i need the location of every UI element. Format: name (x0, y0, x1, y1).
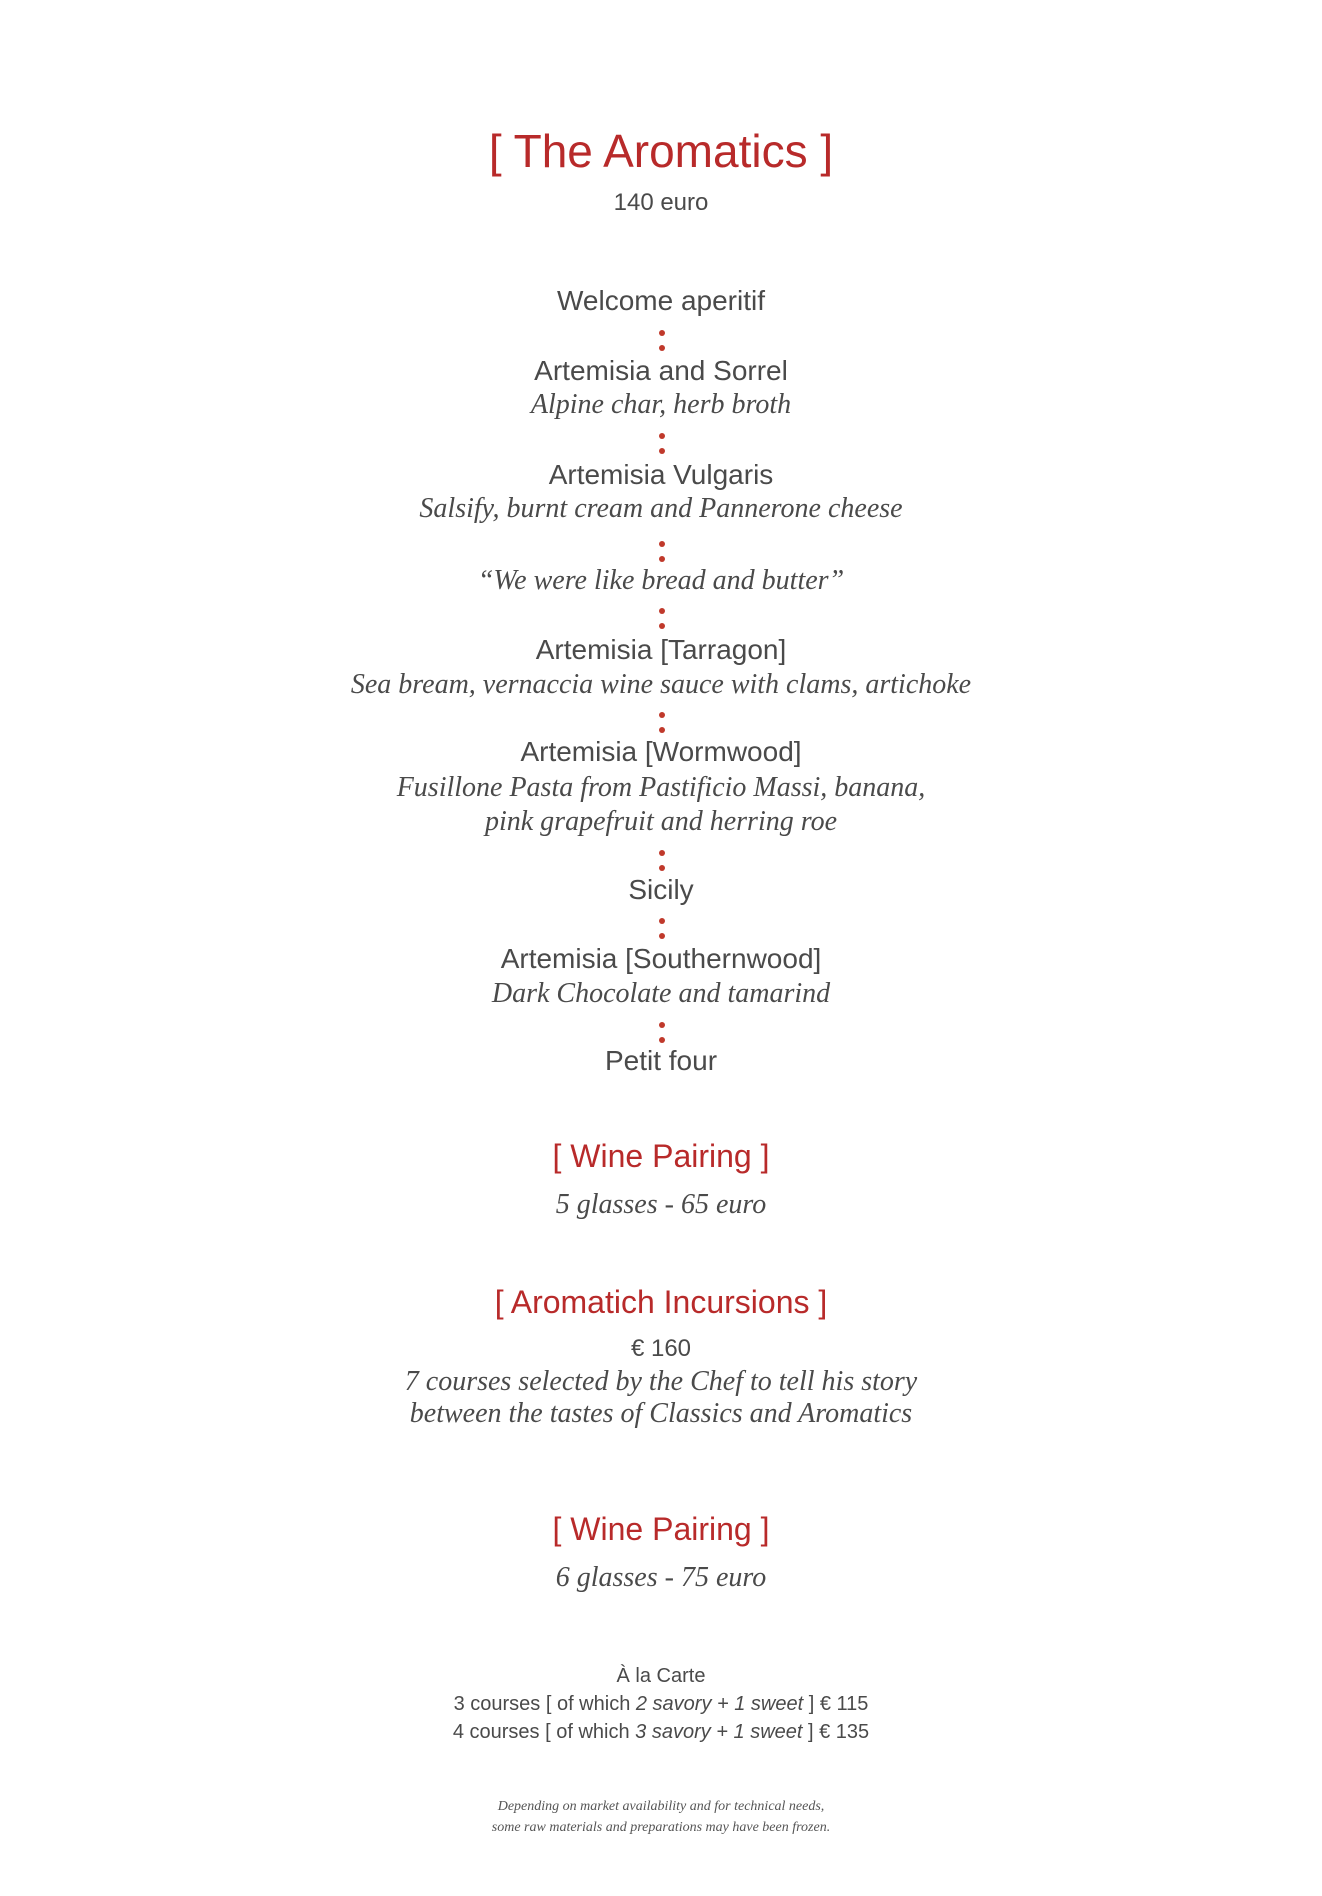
course-quote: “We were like bread and butter” (477, 565, 845, 596)
separator-dots (0, 712, 1322, 734)
option-1-prefix: 3 courses [ of which (453, 1693, 636, 1715)
course-artemisia-wormwood: Artemisia [Wormwood] (520, 736, 802, 767)
separator-dots (0, 541, 1322, 563)
incursions-title: [ Aromatich Incursions ] (494, 1284, 828, 1320)
course-artemisia-tarragon-desc: Sea bream, vernaccia wine sauce with clams, artichoke (350, 669, 972, 700)
option-2-prefix: 4 courses [ of which (452, 1721, 636, 1743)
incursions-line-2: between the tastes of Classics and Aromatics (409, 1398, 913, 1429)
a-la-carte-option-2 (0, 1721, 1322, 1744)
wine-pairing-2-detail: 6 glasses - 75 euro (555, 1562, 767, 1593)
a-la-carte-option-1 (0, 1693, 1322, 1716)
footnote-line-1: Depending on market availability and for technical needs, (497, 1799, 825, 1814)
option-2-suffix: ] € 135 (802, 1721, 870, 1743)
option-1-suffix: ] € 115 (803, 1693, 869, 1715)
separator-dots (0, 918, 1322, 940)
a-la-carte-title: À la Carte (616, 1665, 706, 1687)
wine-pairing-1-title: [ Wine Pairing ] (552, 1138, 770, 1174)
wine-pairing-1-detail: 5 glasses - 65 euro (555, 1189, 767, 1220)
course-artemisia-wormwood-desc-1: Fusillone Pasta from Pastificio Massi, banana, (396, 772, 926, 803)
incursions-line-1: 7 courses selected by the Chef to tell his story (404, 1366, 918, 1397)
separator-dots (0, 608, 1322, 630)
option-1-italic: 2 savory + 1 sweet (635, 1693, 804, 1715)
course-artemisia-vulgaris: Artemisia Vulgaris (548, 459, 774, 490)
course-artemisia-wormwood-desc-2: pink grapefruit and herring roe (484, 806, 838, 837)
option-2-italic: 3 savory + 1 sweet (635, 1721, 803, 1743)
footnote-line-2: some raw materials and preparations may have been frozen. (491, 1820, 831, 1835)
menu-title: [ The Aromatics ] (488, 125, 834, 177)
course-petit-four: Petit four (604, 1045, 718, 1076)
course-artemisia-sorrel-desc: Alpine char, herb broth (530, 389, 792, 420)
menu-price: 140 euro (613, 189, 709, 216)
course-artemisia-southernwood-desc: Dark Chocolate and tamarind (491, 978, 831, 1009)
course-sicily: Sicily (628, 874, 694, 905)
separator-dots (0, 1022, 1322, 1044)
course-artemisia-southernwood: Artemisia [Southernwood] (500, 943, 822, 974)
incursions-price: € 160 (630, 1335, 692, 1362)
course-artemisia-tarragon: Artemisia [Tarragon] (535, 634, 787, 665)
wine-pairing-2-title: [ Wine Pairing ] (552, 1511, 770, 1547)
course-artemisia-sorrel: Artemisia and Sorrel (534, 355, 788, 386)
separator-dots (0, 330, 1322, 352)
course-welcome: Welcome aperitif (556, 285, 765, 316)
course-artemisia-vulgaris-desc: Salsify, burnt cream and Pannerone cheese (419, 493, 903, 524)
separator-dots (0, 850, 1322, 872)
separator-dots (0, 433, 1322, 455)
